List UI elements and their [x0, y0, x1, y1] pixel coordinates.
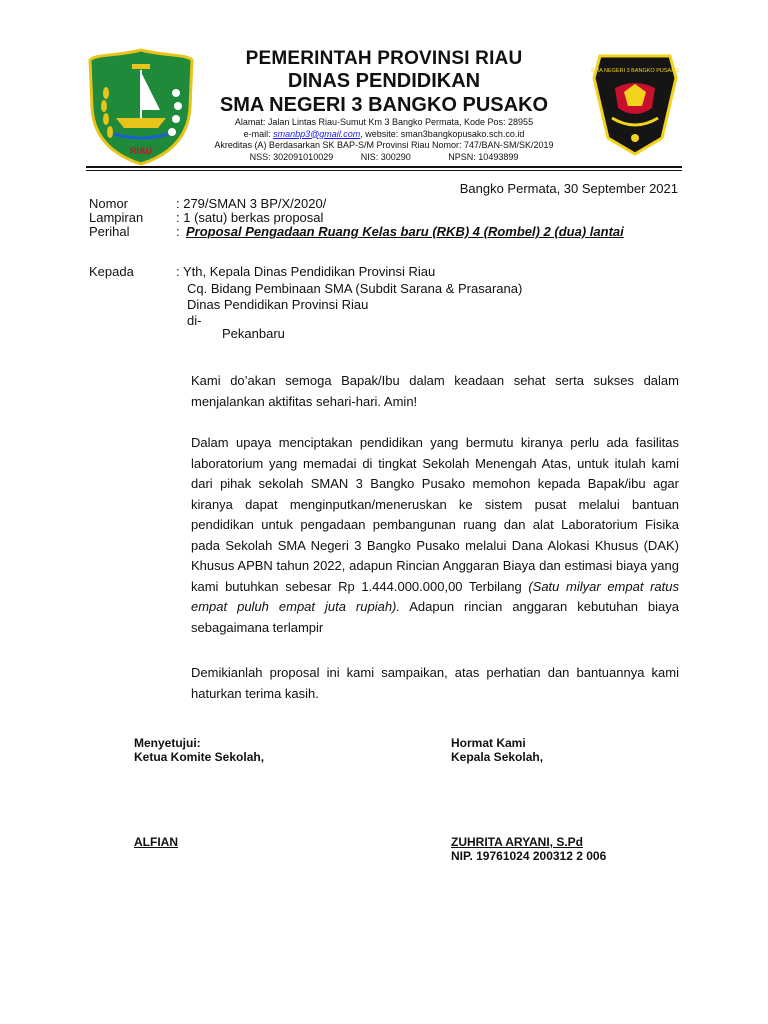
letterhead-government: PEMERINTAH PROVINSI RIAU [245, 48, 523, 69]
crest-text: SMA NEGERI 3 BANGKO PUSAKO [590, 68, 680, 74]
letterhead [180, 48, 588, 163]
paragraph-request-end: Adapun rincian anggaran kebutuhan biaya sebagaimana terlampir [191, 599, 679, 635]
email-link[interactable]: smanbp3@gmail.com [273, 128, 361, 139]
right-signature-nip: NIP. 19761024 200312 2 006 [451, 849, 607, 863]
perihal-label: Perihal [89, 224, 130, 239]
paragraph-greeting: Kami do’akan semoga Bapak/Ibu dalam keadaan sehat serta sukses dalam menjalankan aktifitas sehari-hari. Amin! [191, 373, 679, 409]
left-signature-name: ALFIAN [134, 835, 178, 849]
lampiran-label: Lampiran [89, 210, 144, 225]
letterhead-department: DINAS PENDIDIKAN [287, 70, 481, 92]
perihal-value: Proposal Pengadaan Ruang Kelas baru (RKB) 4 (Rombel) 2 (dua) lantai [186, 224, 624, 239]
letter-date: Bangko Permata, 30 September 2021 [459, 181, 678, 196]
nss: NSS: 302091010029 [249, 151, 334, 162]
perihal-colon: : [176, 224, 180, 239]
right-signature-title1: Hormat Kami [451, 736, 526, 750]
recipient-line5: Pekanbaru [222, 326, 285, 341]
lampiran-value: : 1 (satu) berkas proposal [176, 210, 324, 225]
nis: NIS: 300290 [360, 151, 411, 162]
letterhead-contact [180, 129, 588, 141]
paragraph-request-main: Dalam upaya menciptakan pendidikan yang bermutu kiranya perlu ada fasilitas laboratorium yang memadai di tingkat Sekolah Menengah Atas, untuk itulah kami dari pihak sekolah SMAN 3 Bangko Pusako memohon kepada Bapak/ibu agar kiranya dapat menginputkan/meneruskan ke sistem pusat melalui bantuan pendidikan untuk pengadaan pembangunan ruang dan alat Laboratorium Fisika pada Sekolah SMA Negeri 3 Bangko Pusako melalui Dana Alokasi Khusus (DAK) Khusus APBN tahun 2022, adapun Rincian Anggaran Biaya dan estimasi biaya yang kami butuhkan sebesar Rp 1.444.000.000,00 Terbilang [191, 435, 679, 594]
nomor-label: Nomor [89, 196, 129, 211]
paragraph-request [191, 433, 679, 638]
letterhead-address: Alamat: Jalan Lintas Riau-Sumut Km 3 Bangko Permata, Kode Pos: 28955 [234, 117, 534, 127]
kepada-label: Kepada [89, 264, 134, 279]
letterhead-divider-thin [86, 170, 682, 171]
letterhead-school: SMA NEGERI 3 BANGKO PUSAKO [219, 94, 549, 116]
right-signature-title2: Kepala Sekolah, [451, 750, 544, 764]
nomor-value: : 279/SMAN 3 BP/X/2020/ [176, 196, 327, 211]
letterhead-accreditation: Akreditas (A) Berdasarkan SK BAP-S/M Provinsi Riau Nomor: 747/BAN-SM/SK/2019 [214, 140, 554, 150]
letterhead-ids [180, 152, 588, 164]
left-signature-title2: Ketua Komite Sekolah, [134, 750, 265, 764]
npsn: NPSN: 10493899 [448, 151, 519, 162]
left-signature-title1: Menyetujui: [134, 736, 201, 750]
recipient-line2: Cq. Bidang Pembinaan SMA (Subdit Sarana & Prasarana) [187, 281, 523, 296]
boat-icon [116, 118, 166, 128]
paragraph-closing: Demikianlah proposal ini kami sampaikan, atas perhatian dan bantuannya kami haturkan terima kasih. [191, 665, 679, 701]
emblem-ribbon-text: RIAU [130, 146, 152, 156]
recipient-line4: di- [187, 313, 202, 328]
letterhead-divider [86, 166, 682, 168]
email-label: e-mail: [243, 128, 274, 139]
recipient-line3: Dinas Pendidikan Provinsi Riau [187, 297, 369, 312]
paragraph-request-amount-words: (Satu milyar empat ratus empat puluh empat juta rupiah). [191, 578, 679, 614]
recipient-line1: : Yth, Kepala Dinas Pendidikan Provinsi Riau [176, 264, 436, 279]
school-crest-logo [590, 48, 680, 158]
website-text: , website: sman3bangkopusako.sch.co.id [360, 128, 525, 139]
right-signature-name: ZUHRITA ARYANI, S.Pd [451, 835, 584, 849]
